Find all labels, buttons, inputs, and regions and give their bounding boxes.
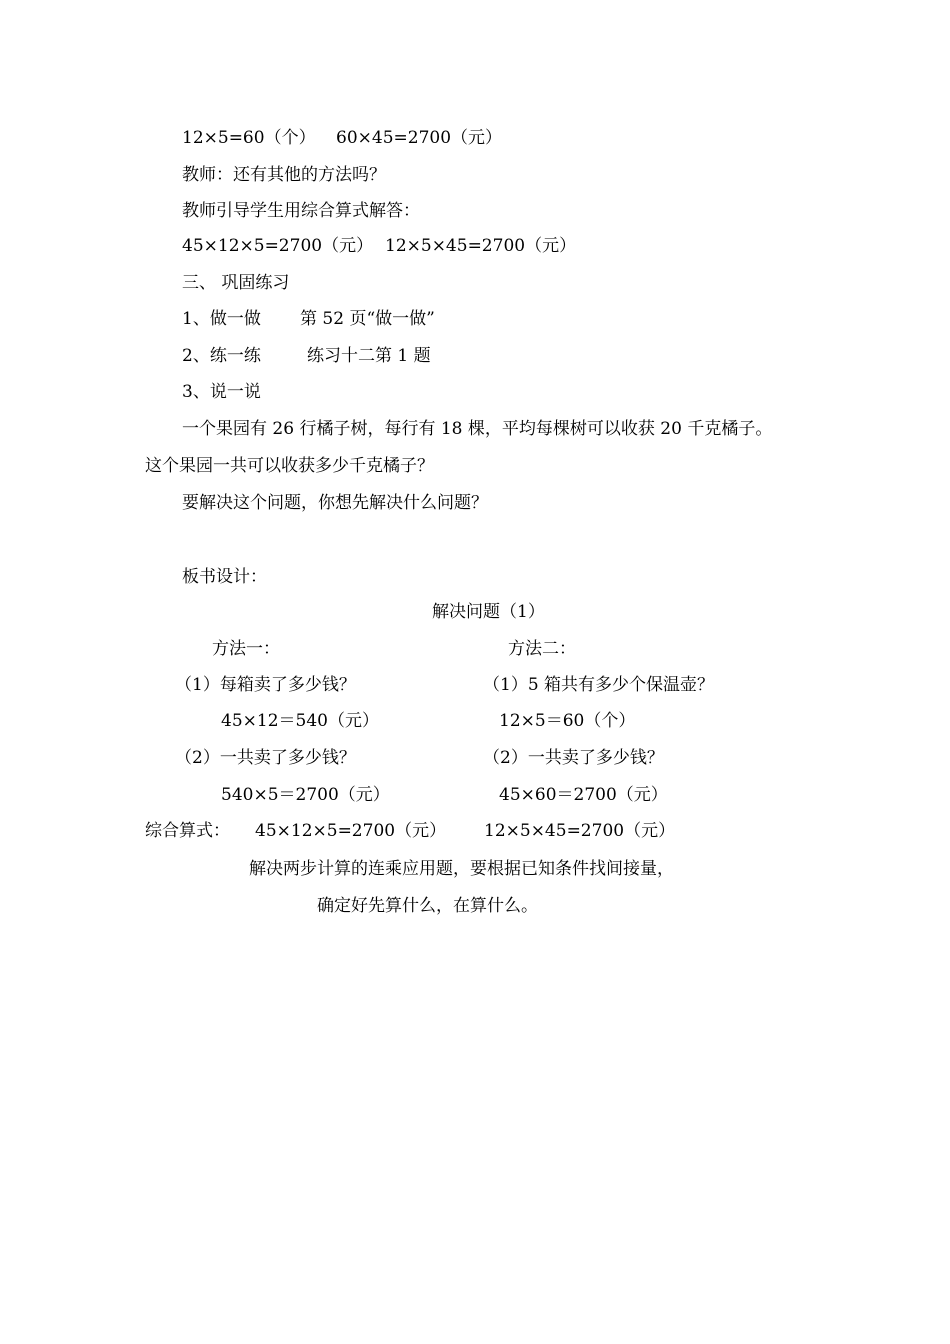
problem-prompt: 要解决这个问题，你想先解决什么问题？	[182, 493, 488, 513]
problem-text-2: 这个果园一共可以收获多少千克橘子？	[145, 456, 434, 476]
combined-formula-2: 12×5×45=2700（元）	[484, 821, 676, 841]
teacher-guide: 教师引导学生用综合算式解答：	[182, 201, 420, 221]
summary-line-1: 解决两步计算的连乘应用题，要根据已知条件找间接量，	[249, 859, 674, 879]
exercise-2-detail: 练习十二第 1 题	[307, 346, 431, 366]
method-2-label: 方法二：	[508, 639, 576, 659]
combined-formula-1: 45×12×5=2700（元）	[255, 821, 447, 841]
combined-calc-b: 12×5×45=2700（元）	[385, 236, 577, 256]
method-1-answer-2: 540×5＝2700（元）	[221, 785, 390, 805]
method-1-answer-1: 45×12＝540（元）	[221, 711, 379, 731]
combined-formula-label: 综合算式：	[145, 821, 230, 841]
summary-line-2: 确定好先算什么，在算什么。	[317, 896, 538, 916]
teacher-question: 教师：还有其他的方法吗？	[182, 165, 386, 185]
method-1-question-1: （1）每箱卖了多少钱？	[175, 675, 356, 695]
method-2-question-1: （1）5 箱共有多少个保温壶？	[483, 675, 715, 695]
combined-calc-a: 45×12×5=2700（元）	[182, 236, 374, 256]
exercise-1-detail: 第 52 页“做一做”	[300, 309, 435, 329]
problem-text-1: 一个果园有 26 行橘子树，每行有 18 棵，平均每棵树可以收获 20 千克橘子。	[182, 419, 773, 439]
board-design-heading: 板书设计：	[182, 567, 267, 587]
exercise-1-label: 1、做一做	[182, 309, 261, 329]
board-title: 解决问题（1）	[432, 602, 545, 622]
method-1-label: 方法一：	[212, 639, 280, 659]
exercise-3-label: 3、说一说	[182, 382, 261, 402]
method-2-answer-2: 45×60＝2700（元）	[499, 785, 668, 805]
method-2-answer-1: 12×5＝60（个）	[499, 711, 636, 731]
calc-line-1a: 12×5=60（个）	[182, 128, 316, 148]
method-2-question-2: （2）一共卖了多少钱？	[483, 748, 664, 768]
calc-line-1b: 60×45=2700（元）	[336, 128, 503, 148]
exercise-2-label: 2、练一练	[182, 346, 261, 366]
section-heading-practice: 三、 巩固练习	[182, 273, 290, 293]
method-1-question-2: （2）一共卖了多少钱？	[175, 748, 356, 768]
